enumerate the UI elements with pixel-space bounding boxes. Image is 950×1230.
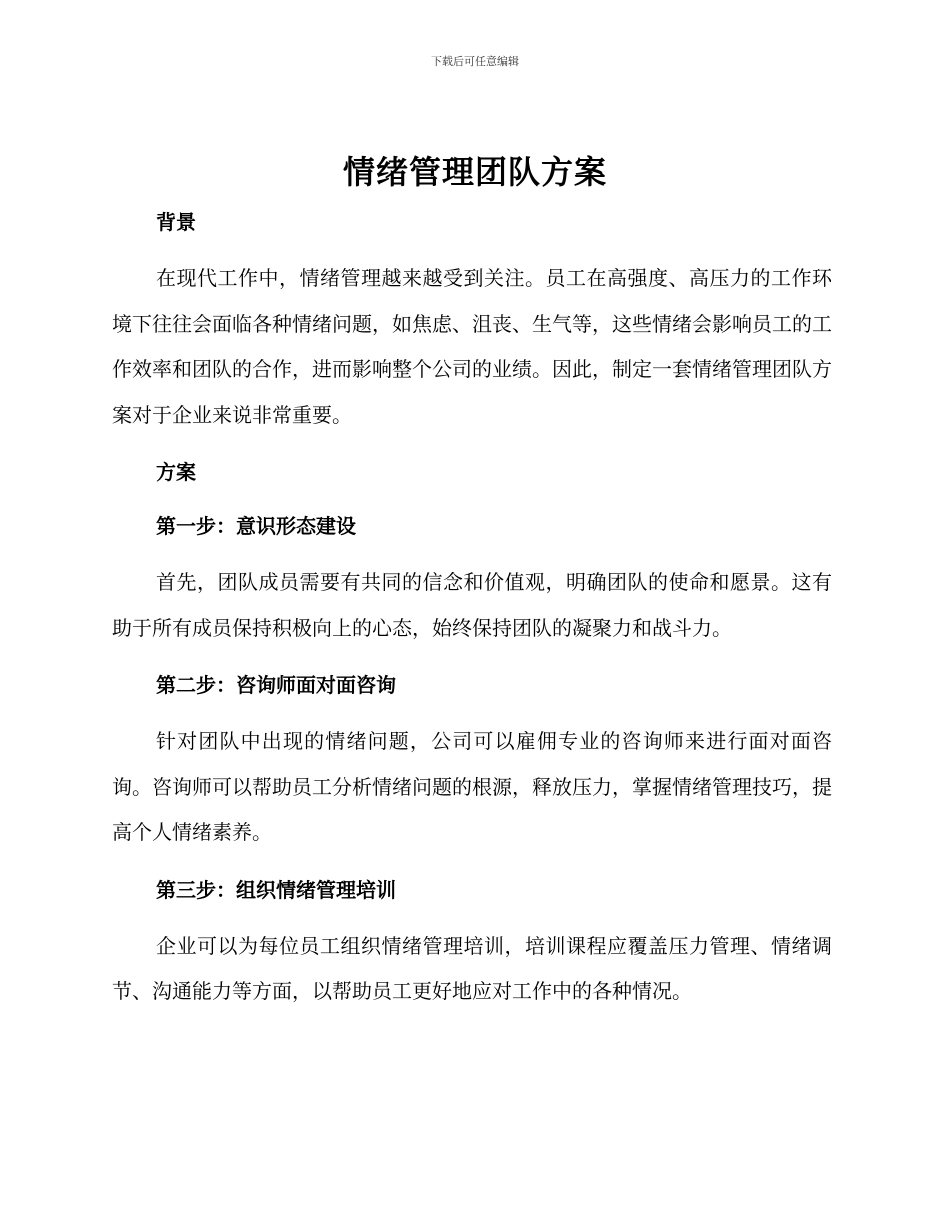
step2-heading: 第二步：咨询师面对面咨询: [156, 673, 396, 697]
header-note: 下载后可任意编辑: [431, 55, 519, 68]
document-body: [112, 202, 832, 1015]
section-heading-background: 背景: [156, 210, 196, 234]
step1-heading: 第一步：意识形态建设: [156, 514, 356, 538]
paragraph-background: 在现代工作中，情绪管理越来越受到关注。员工在高强度、高压力的工作环境下往往会面临各种情绪问题，如焦虑、沮丧、生气等，这些情绪会影响员工的工作效率和团队的合作，进而影响整个公司的业绩。因此，制定一套情绪管理团队方案对于企业来说非常重要。: [112, 266, 832, 427]
paragraph-step3: 企业可以为每位员工组织情绪管理培训，培训课程应覆盖压力管理、情绪调节、沟通能力等方面，以帮助员工更好地应对工作中的各种情况。: [112, 933, 832, 1003]
paragraph-step2: 针对团队中出现的情绪问题，公司可以雇佣专业的咨询师来进行面对面咨询。咨询师可以帮助员工分析情绪问题的根源，释放压力，掌握情绪管理技巧，提高个人情绪素养。: [112, 729, 832, 844]
paragraph-step1: 首先，团队成员需要有共同的信念和价值观，明确团队的使命和愿景。这有助于所有成员保持积极向上的心态，始终保持团队的凝聚力和战斗力。: [112, 570, 832, 640]
document-title: 情绪管理团队方案: [342, 153, 607, 191]
step3-heading: 第三步：组织情绪管理培训: [156, 877, 396, 902]
section-heading-plan: 方案: [156, 460, 196, 484]
